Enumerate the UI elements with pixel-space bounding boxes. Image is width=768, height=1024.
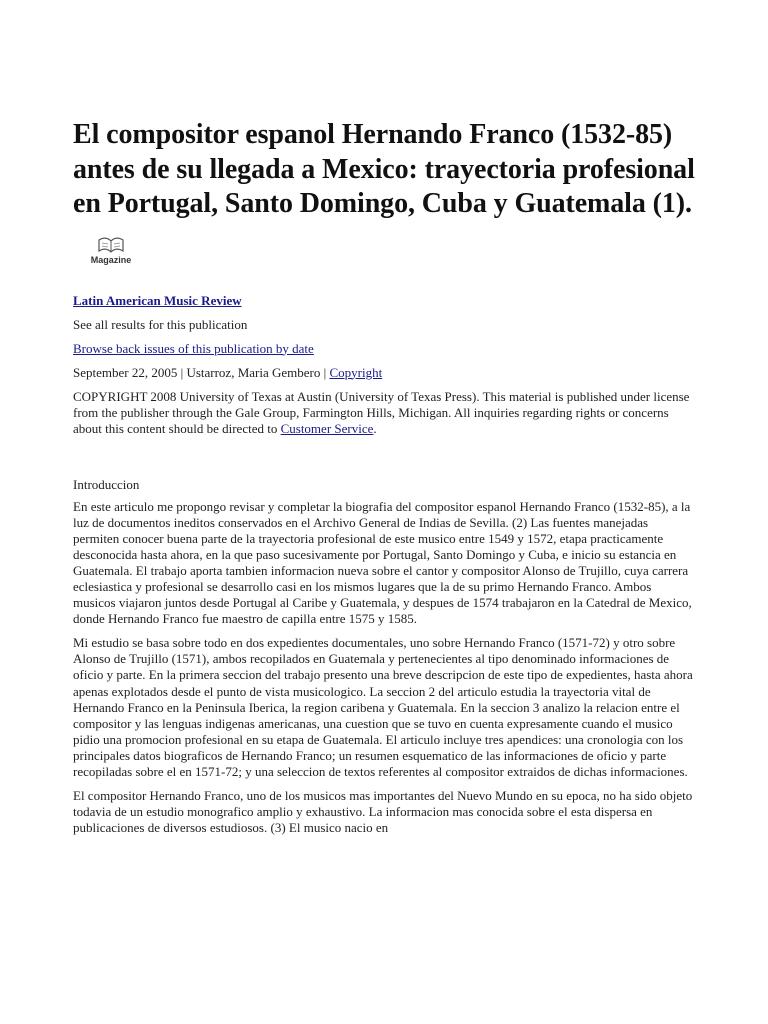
byline-text: September 22, 2005 | Ustarroz, Maria Gembero | (73, 364, 330, 380)
customer-service-link[interactable]: Customer Service (280, 420, 374, 436)
paragraph-3: El compositor Hernando Franco, uno de los musicos mas importantes del Nuevo Mundo en su epoca, no ha sido objeto todavia de un estudio monografico amplio y exhaustivo. La informacion mas conocida sobre el esta dispersa en publicaciones de diversos estudiosos. (3) El musico nacio en (73, 788, 693, 836)
copyright-notice (73, 389, 695, 437)
copyright-end: . (373, 420, 377, 436)
magazine-badge (85, 236, 137, 265)
browse-back-issues-link[interactable]: Browse back issues of this publication by date (73, 340, 314, 356)
open-book-icon (97, 236, 125, 254)
article-body (73, 499, 695, 837)
badge-label: Magazine (90, 254, 132, 265)
see-all-results-text: See all results for this publication (73, 316, 248, 332)
paragraph-1: En este articulo me propongo revisar y completar la biografia del compositor espanol Hernando Franco (1532-85), a la luz de documentos ineditos conservados en el Archivo General de Indias de Sevilla. (2) Las fuentes manejadas permiten conocer buena parte de la trayectoria profesional de este musico entre 1549 y 1572, etapa practicamente desconocida hasta ahora, en la que paso sucesivamente por Portugal, Santo Domingo y Cuba, e inicio su estancia en Guatemala. El trabajo aporta tambien informacion nueva sobre el cantor y compositor Alonso de Trujillo, cuya carrera eclesiastica y profesional se desarrollo casi en los mismos lugares que la de su primo Hernando Franco. Ambos musicos viajaron juntos desde Portugal al Caribe y Guatemala, y despues de 1574 trabajaron en la Catedral de Mexico, donde Hernando Franco fue maestro de capilla entre 1575 y 1585. (73, 498, 692, 627)
section-heading: Introduccion (73, 476, 140, 492)
publication-meta (73, 293, 695, 437)
article-container (73, 118, 695, 844)
copyright-text: COPYRIGHT 2008 University of Texas at Austin (University of Texas Press). This material is published under license from the publisher through the Gale Group, Farmington Hills, Michigan. All inquiries regarding rights or concerns about this content should be directed to (73, 388, 690, 436)
byline (73, 365, 695, 381)
publication-link[interactable]: Latin American Music Review (73, 292, 242, 308)
copyright-link[interactable]: Copyright (329, 364, 383, 380)
article-title: El compositor espanol Hernando Franco (1532-85) antes de su llegada a Mexico: trayectoria profesional en Portugal, Santo Domingo, Cuba y Guatemala (1). (73, 119, 695, 219)
paragraph-2: Mi estudio se basa sobre todo en dos expedientes documentales, uno sobre Hernando Franco (1571-72) y otro sobre Alonso de Trujillo (1571), ambos recopilados en Guatemala y pertenecientes al tipo denominado informaciones de oficio y parte. En la primera seccion del trabajo presento una breve descripcion de este tipo de expedientes, hasta ahora apenas explotados desde el punto de vista musicologico. La seccion 2 del articulo estudia la trayectoria vital de Hernando Franco en la Peninsula Iberica, la region caribena y Guatemala. En la seccion 3 analizo la relacion entre el compositor y las lenguas indigenas americanas, una cuestion que se tuvo en cuenta expresamente cuando el musico pidio una promocion profesional en su etapa de Guatemala. El articulo incluye tres apendices: una cronologia con los principales datos biograficos de Hernando Franco; un resumen esquematico de las informaciones de oficio y parte recopiladas sobre el en 1571-72; y una seleccion de textos referentes al compositor extraidos de dichas informaciones. (73, 635, 693, 779)
